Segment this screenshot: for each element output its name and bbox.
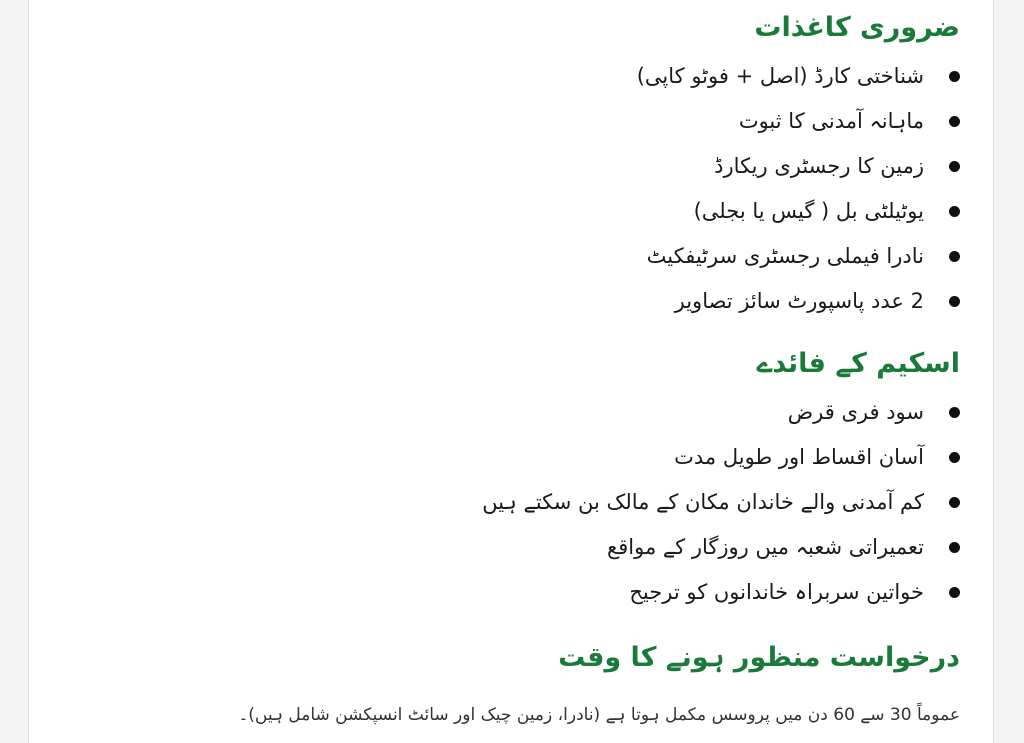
bullet-icon [949,116,960,127]
approval-text: عموماً 30 سے 60 دن میں پروسس مکمل ہوتا ہے (نادرا، زمین چیک اور سائٹ انسپکشن شامل ہیں)۔ [238,705,960,725]
list-item [637,144,966,189]
bullet-icon [949,497,960,508]
bullet-icon [949,587,960,598]
documents-list [637,54,966,324]
list-item [637,279,966,324]
list-item [637,99,966,144]
list-item-text: خواتین سربراہ خاندانوں کو ترجیح [629,580,924,604]
list-item [637,189,966,234]
list-item [482,435,966,480]
list-item-text: تعمیراتی شعبہ میں روزگار کے مواقع [607,535,924,559]
bullet-icon [949,542,960,553]
benefits-heading: اسکیم کے فائدے [756,348,960,379]
left-page-margin [0,0,29,743]
list-item-text: یوٹیلٹی بل ( گیس یا بجلی) [693,199,924,223]
list-item-text: آسان اقساط اور طویل مدت [674,445,924,469]
list-item [482,480,966,525]
bullet-icon [949,251,960,262]
bullet-icon [949,407,960,418]
list-item [637,54,966,99]
list-item-text: 2 عدد پاسپورٹ سائز تصاویر [674,289,924,313]
bullet-icon [949,452,960,463]
list-item [482,390,966,435]
list-item-text: کم آمدنی والے خاندان مکان کے مالک بن سکتے ہیں [482,490,924,514]
right-page-margin [993,0,1024,743]
bullet-icon [949,206,960,217]
list-item [482,525,966,570]
approval-heading: درخواست منظور ہونے کا وقت [558,642,960,673]
list-item [637,234,966,279]
bullet-icon [949,161,960,172]
list-item-text: زمین کا رجسٹری ریکارڈ [714,154,924,178]
list-item-text: شناختی کارڈ (اصل + فوٹو کاپی) [636,64,924,88]
document-page [28,0,994,743]
list-item-text: ماہانہ آمدنی کا ثبوت [738,109,924,133]
bullet-icon [949,71,960,82]
list-item [482,570,966,615]
bullet-icon [949,296,960,307]
list-item-text: نادرا فیملی رجسٹری سرٹیفکیٹ [646,244,924,268]
benefits-list [482,390,966,615]
documents-heading: ضروری کاغذات [754,12,960,43]
list-item-text: سود فری قرض [787,400,924,424]
